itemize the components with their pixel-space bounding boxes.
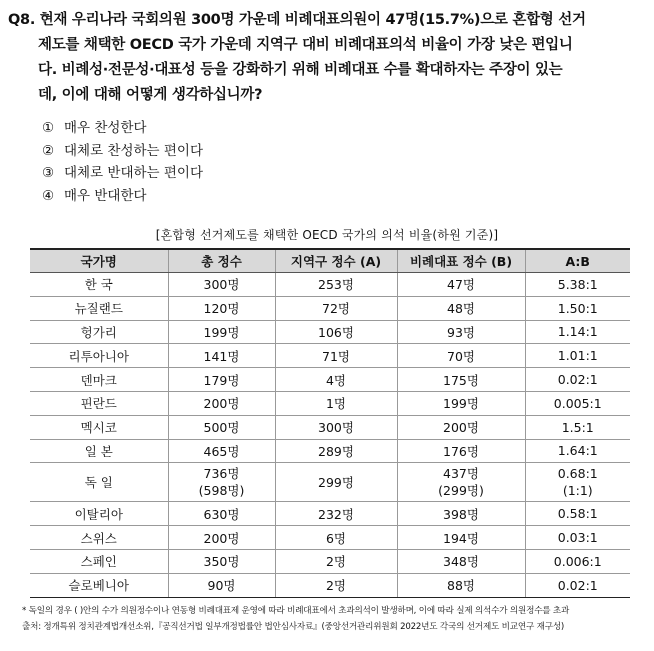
country-cell: 헝가리 xyxy=(30,320,168,344)
table-cell: 465명 xyxy=(168,439,275,463)
column-header: 국가명 xyxy=(30,249,168,273)
country-cell: 핀란드 xyxy=(30,391,168,415)
table-cell: 200명 xyxy=(168,526,275,550)
table-row xyxy=(30,502,630,526)
country-cell: 덴마크 xyxy=(30,368,168,392)
column-header: 지역구 정수 (A) xyxy=(275,249,397,273)
option-label: 대체로 반대하는 편이다 xyxy=(64,165,203,181)
table-cell: 348명 xyxy=(397,549,525,573)
country-cell: 이탈리아 xyxy=(30,502,168,526)
column-header: A:B xyxy=(525,249,630,273)
footnote-source: 출처: 정개특위 정치관계법개선소위,『공직선거법 일부개정법률안 법안심사자료』(중앙선거관리위원회 2022년도 각국의 선거제도 비교연구 재구성) xyxy=(22,622,565,632)
table-row xyxy=(30,273,630,297)
table-row xyxy=(30,320,630,344)
table-cell: 232명 xyxy=(275,502,397,526)
country-cell: 멕시코 xyxy=(30,415,168,439)
table-cell: 500명 xyxy=(168,415,275,439)
table-caption: [혼합형 선거제도를 채택한 OECD 국가의 의석 비율(하원 기준)] xyxy=(155,228,499,242)
table-cell: 0.02:1 xyxy=(525,573,630,597)
country-cell: 독 일 xyxy=(30,463,168,502)
country-cell: 슬로베니아 xyxy=(30,573,168,597)
table-row xyxy=(30,368,630,392)
table-cell: 5.38:1 xyxy=(525,273,630,297)
option-number: ③ xyxy=(42,165,55,181)
table-cell: 0.68:1 (1:1) xyxy=(525,463,630,502)
question-line: 다. 비례성·전문성·대표성 등을 강화하기 위해 비례대표 수를 확대하자는 주장이 있는 xyxy=(38,62,563,78)
table-row xyxy=(30,526,630,550)
table-cell: 2명 xyxy=(275,549,397,573)
option-label: 매우 반대한다 xyxy=(64,187,147,204)
table-cell: 1.01:1 xyxy=(525,344,630,368)
footnote-asterisk: * 독일의 경우 ( )안의 수가 의원정수이나 연동형 비례대표제 운영에 따라 비례대표에서 초과의석이 발생하며, 이에 따라 실제 의석수가 의원정수를 초과 xyxy=(22,606,570,616)
table-row xyxy=(30,391,630,415)
table-cell: 200명 xyxy=(397,415,525,439)
table-cell: 48명 xyxy=(397,296,525,320)
table-cell: 300명 xyxy=(275,415,397,439)
table-row xyxy=(30,573,630,597)
table-cell: 1.14:1 xyxy=(525,320,630,344)
table-cell: 88명 xyxy=(397,573,525,597)
answer-option[interactable] xyxy=(42,185,203,208)
country-cell: 스페인 xyxy=(30,549,168,573)
table-cell: 106명 xyxy=(275,320,397,344)
table-cell: 199명 xyxy=(168,320,275,344)
table-cell: 2명 xyxy=(275,573,397,597)
footnotes xyxy=(22,603,569,635)
table-cell: 194명 xyxy=(397,526,525,550)
table-cell: 200명 xyxy=(168,391,275,415)
table-cell: 398명 xyxy=(397,502,525,526)
option-label: 대체로 찬성하는 편이다 xyxy=(64,142,203,159)
table-cell: 4명 xyxy=(275,368,397,392)
table-cell: 120명 xyxy=(168,296,275,320)
table-cell: 175명 xyxy=(397,368,525,392)
table-cell: 289명 xyxy=(275,439,397,463)
option-label: 매우 찬성한다 xyxy=(64,120,147,136)
country-cell: 뉴질랜드 xyxy=(30,296,168,320)
option-number: ② xyxy=(42,142,55,159)
table-cell: 1.50:1 xyxy=(525,296,630,320)
table-cell: 47명 xyxy=(397,273,525,297)
option-number: ① xyxy=(42,120,55,136)
table-cell: 0.03:1 xyxy=(525,526,630,550)
column-header: 비례대표 정수 (B) xyxy=(397,249,525,273)
table-cell: 93명 xyxy=(397,320,525,344)
table-cell: 300명 xyxy=(168,273,275,297)
table-row xyxy=(30,296,630,320)
table-cell: 253명 xyxy=(275,273,397,297)
answer-option[interactable] xyxy=(42,117,203,140)
table-cell: 736명 (598명) xyxy=(168,463,275,502)
table-cell: 0.006:1 xyxy=(525,549,630,573)
table-row xyxy=(30,439,630,463)
answer-option[interactable] xyxy=(42,140,203,163)
table-cell: 437명 (299명) xyxy=(397,463,525,502)
table-cell: 6명 xyxy=(275,526,397,550)
country-cell: 리투아니아 xyxy=(30,344,168,368)
table-cell: 630명 xyxy=(168,502,275,526)
country-cell: 한 국 xyxy=(30,273,168,297)
question-block xyxy=(8,8,648,108)
table-cell: 70명 xyxy=(397,344,525,368)
column-header: 총 정수 xyxy=(168,249,275,273)
answer-option[interactable] xyxy=(42,162,203,185)
table-cell: 71명 xyxy=(275,344,397,368)
table-cell: 199명 xyxy=(397,391,525,415)
question-line: Q8. 현재 우리나라 국회의원 300명 가운데 비례대표의원이 47명(15.7%)으로 혼합형 선거 xyxy=(8,12,586,28)
table-cell: 72명 xyxy=(275,296,397,320)
table-cell: 90명 xyxy=(168,573,275,597)
table-header-row xyxy=(30,249,630,273)
option-number: ④ xyxy=(42,187,55,204)
table-cell: 299명 xyxy=(275,463,397,502)
table-row xyxy=(30,344,630,368)
seat-ratio-table xyxy=(30,248,630,598)
answer-options xyxy=(42,117,203,207)
table-cell: 1명 xyxy=(275,391,397,415)
table-row xyxy=(30,549,630,573)
table-cell: 0.02:1 xyxy=(525,368,630,392)
table-cell: 1.64:1 xyxy=(525,439,630,463)
table-cell: 0.005:1 xyxy=(525,391,630,415)
table-row xyxy=(30,463,630,502)
table-row xyxy=(30,415,630,439)
table-cell: 179명 xyxy=(168,368,275,392)
table-cell: 176명 xyxy=(397,439,525,463)
question-line: 데, 이에 대해 어떻게 생각하십니까? xyxy=(38,87,263,103)
table-cell: 1.5:1 xyxy=(525,415,630,439)
question-line: 제도를 채택한 OECD 국가 가운데 지역구 대비 비례대표의석 비율이 가장 낮은 편입니 xyxy=(38,37,573,53)
table-cell: 141명 xyxy=(168,344,275,368)
country-cell: 일 본 xyxy=(30,439,168,463)
table-cell: 350명 xyxy=(168,549,275,573)
table-cell: 0.58:1 xyxy=(525,502,630,526)
country-cell: 스위스 xyxy=(30,526,168,550)
